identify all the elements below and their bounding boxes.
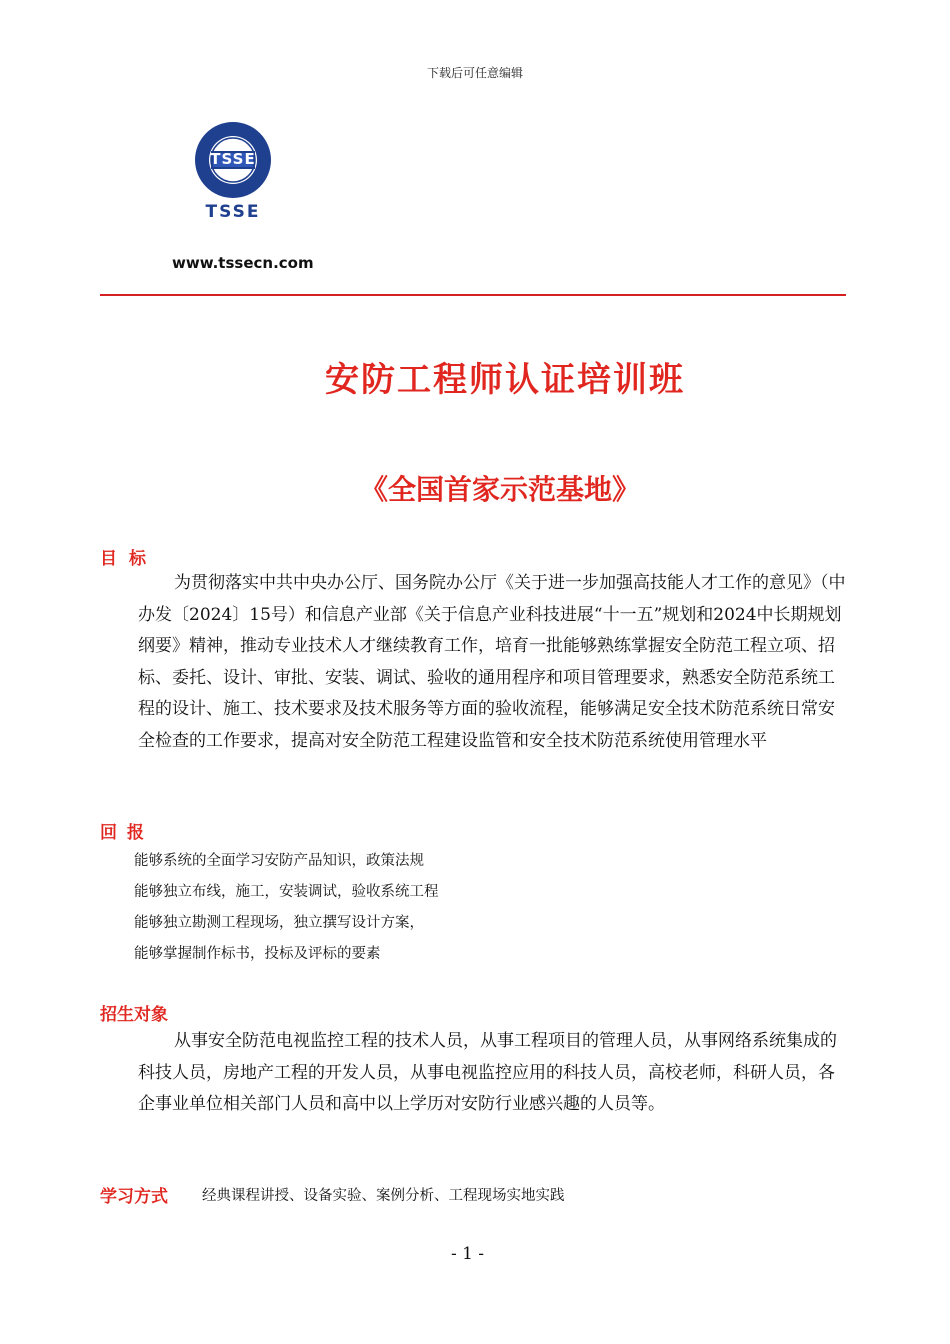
header-note: 下载后可任意编辑	[426, 66, 523, 80]
section-text-method: 经典课程讲授、设备实验、案例分析、工程现场实地实践	[202, 1188, 565, 1204]
header-divider	[100, 294, 846, 296]
section-heading-target: 招生对象	[100, 1005, 168, 1025]
list-item: 能够独立布线，施工，安装调试，验收系统工程	[134, 884, 439, 900]
list-item: 能够系统的全面学习安防产品知识，政策法规	[134, 853, 424, 869]
tsse-logo	[190, 118, 280, 228]
logo-caption: TSSE	[205, 202, 261, 222]
page-number: - 1 -	[450, 1244, 485, 1264]
section-text-goal: 为贯彻落实中共中央办公厅、国务院办公厅《关于进一步加强高技能人才工作的意见》（中办发〔2024〕15号）和信息产业部《关于信息产业科技进展“十一五”规划和2024中长期规划纲要》精神，推动专业技术人才继续教育工作，培育一批能够熟练掌握安全防范工程立项、招标、委托、设计、审批、安装、调试、验收的通用程序和项目管理要求，熟悉安全防范系统工程的设计、施工、技术要求及技术服务等方面的验收流程，能够满足安全技术防范系统日常安全检查的工作要求，提高对安全防范工程建设监管和安全技术防范系统使用管理水平	[138, 573, 846, 751]
section-heading-goal: 目标	[100, 549, 158, 569]
logo-badge-text: TSSE	[210, 150, 256, 168]
list-item: 能够掌握制作标书，投标及评标的要素	[134, 946, 381, 962]
list-item: 能够独立勘测工程现场，独立撰写设计方案，	[134, 915, 424, 931]
section-text-target: 从事安全防范电视监控工程的技术人员，从事工程项目的管理人员，从事网络系统集成的科技人员，房地产工程的开发人员，从事电视监控应用的科技人员，高校老师，科研人员，各企事业单位相关部门人员和高中以上学历对安防行业感兴趣的人员等。	[138, 1031, 837, 1114]
section-heading-method: 学习方式	[100, 1187, 168, 1207]
website-link[interactable]: www.tssecn.com	[172, 254, 314, 272]
return-list	[134, 846, 439, 970]
page-subtitle: 《全国首家示范基地》	[359, 473, 640, 506]
page-title: 安防工程师认证培训班	[325, 360, 685, 400]
section-heading-return: 回报	[100, 823, 154, 843]
